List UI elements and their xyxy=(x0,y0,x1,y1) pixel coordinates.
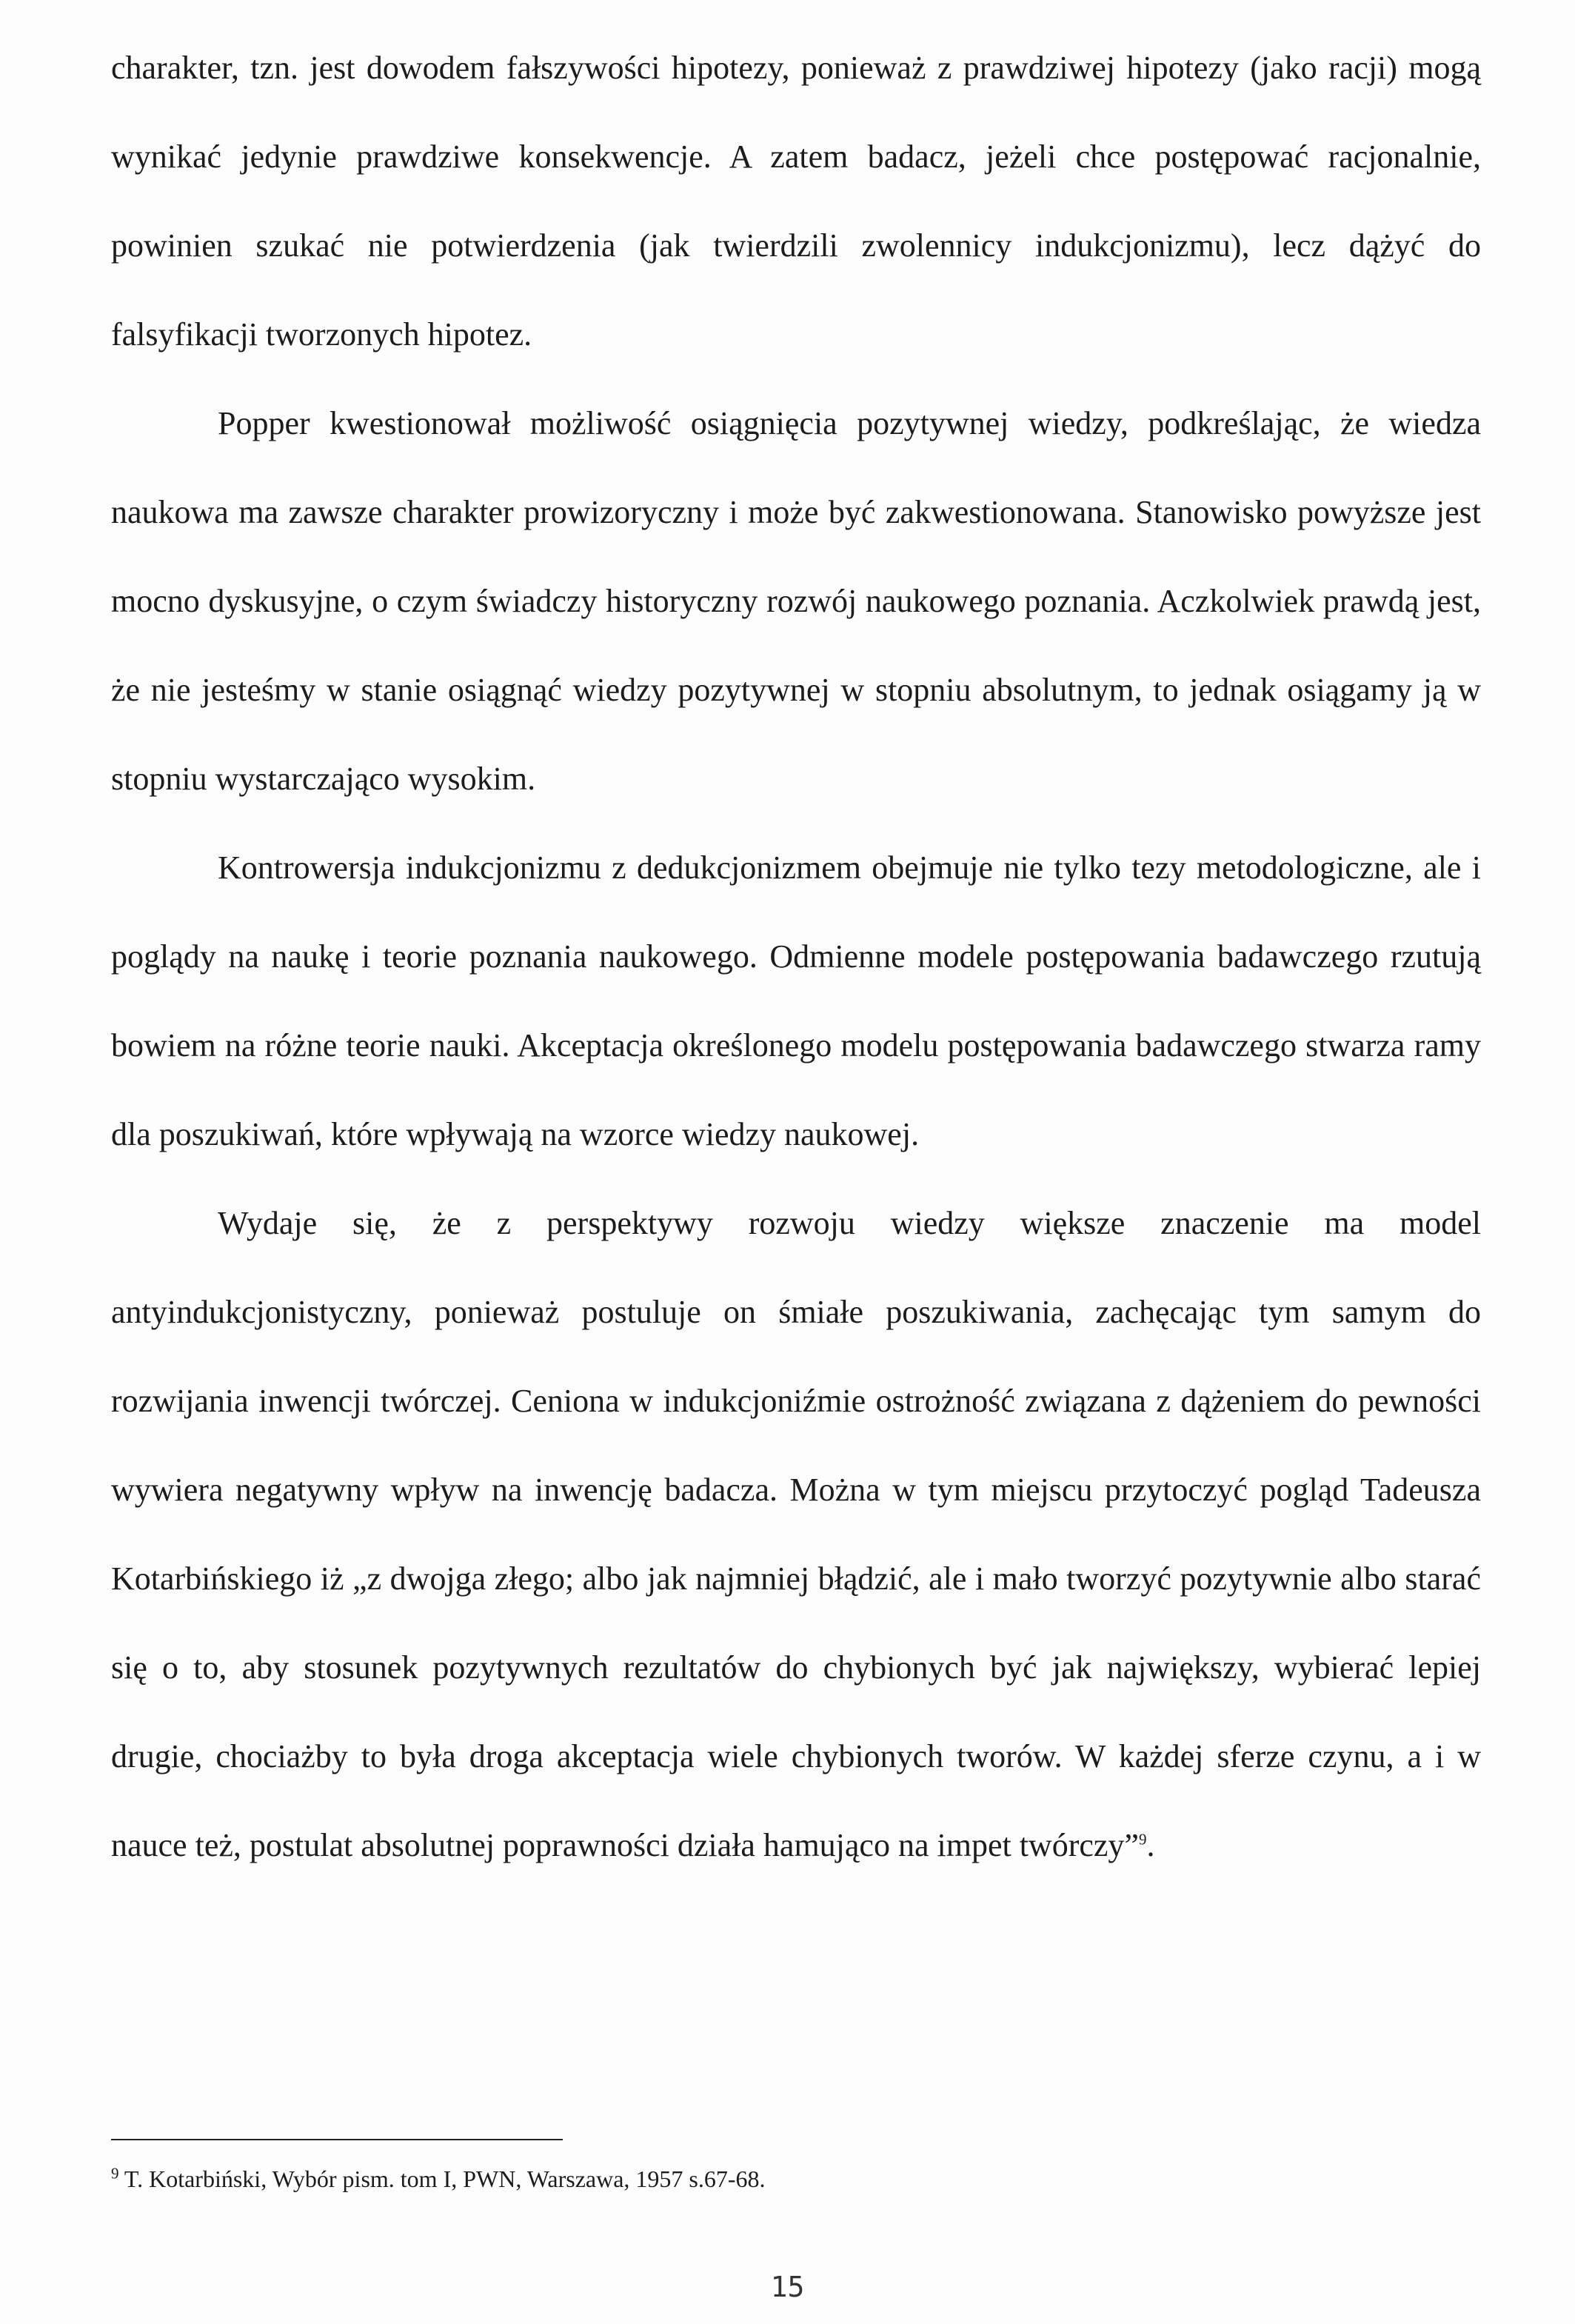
paragraph-popper: Popper kwestionował możliwość osiągnięcia pozytywnej wiedzy, podkreślając, że wiedza naukowa ma zawsze charakter prowizoryczny i może być zakwestionowana. Stanowisko powyższe jest mocno dyskusyjne, o czym świadczy historyczny rozwój naukowego poznania. Aczkolwiek prawdą jest, że nie jesteśmy w stanie osiągnąć wiedzy pozytywnej w stopniu absolutnym, to jednak osiągamy ją w stopniu wystarczająco wysokim. xyxy=(111,405,1481,797)
footnote-text: T. Kotarbiński, Wybór pism. tom I, PWN, Warszawa, 1957 s.67-68. xyxy=(118,2166,766,2192)
page-number: 15 xyxy=(770,2271,805,2303)
paragraph-conclusion-text: Wydaje się, że z perspektywy rozwoju wiedzy większe znaczenie ma model antyindukcjonistyczny, ponieważ postuluje on śmiałe poszukiwania, zachęcając tym samym do rozwijania inwencji twórczej. Ceniona w indukcjoniźmie ostrożność związana z dążeniem do pewności wywiera negatywny wpływ na inwencję badacza. Można w tym miejscu przytoczyć pogląd Tadeusza Kotarbińskiego iż „z dwojga złego; albo jak najmniej błądzić, ale i mało tworzyć pozytywnie albo starać się o to, aby stosunek pozytywnych rezultatów do chybionych być jak największy, wybierać lepiej drugie, chociażby to była droga akceptacja wiele chybionych tworów. W każdej sferze czynu, a i w nauce też, postulat absolutnej poprawności działa hamująco na impet twórczy” xyxy=(111,1205,1481,1863)
paragraph-continued: charakter, tzn. jest dowodem fałszywości hipotezy, ponieważ z prawdziwej hipotezy (jako racji) mogą wynikać jedynie prawdziwe konsekwencje. A zatem badacz, jeżeli chce postępować racjonalnie, powinien szukać nie potwierdzenia (jak twierdzili zwolennicy indukcjonizmu), lecz dążyć do falsyfikacji tworzonych hipotez. xyxy=(111,50,1481,353)
footnote-marker: 9 xyxy=(111,2164,119,2183)
paragraph-controversy: Kontrowersja indukcjonizmu z dedukcjonizmem obejmuje nie tylko tezy metodologiczne, ale i poglądy na naukę i teorie poznania naukowego. Odmienne modele postępowania badawczego rzutują bowiem na różne teorie nauki. Akceptacja określonego modelu postępowania badawczego stwarza ramy dla poszukiwań, które wpływają na wzorce wiedzy naukowej. xyxy=(111,849,1481,1152)
paragraph-conclusion xyxy=(111,1179,1481,1890)
paragraph-conclusion-end: . xyxy=(1146,1827,1155,1863)
footnote xyxy=(111,2161,1481,2197)
footnote-reference[interactable]: 9 xyxy=(1138,1830,1147,1849)
body-text xyxy=(111,24,1481,1890)
footnote-divider xyxy=(111,2139,563,2140)
